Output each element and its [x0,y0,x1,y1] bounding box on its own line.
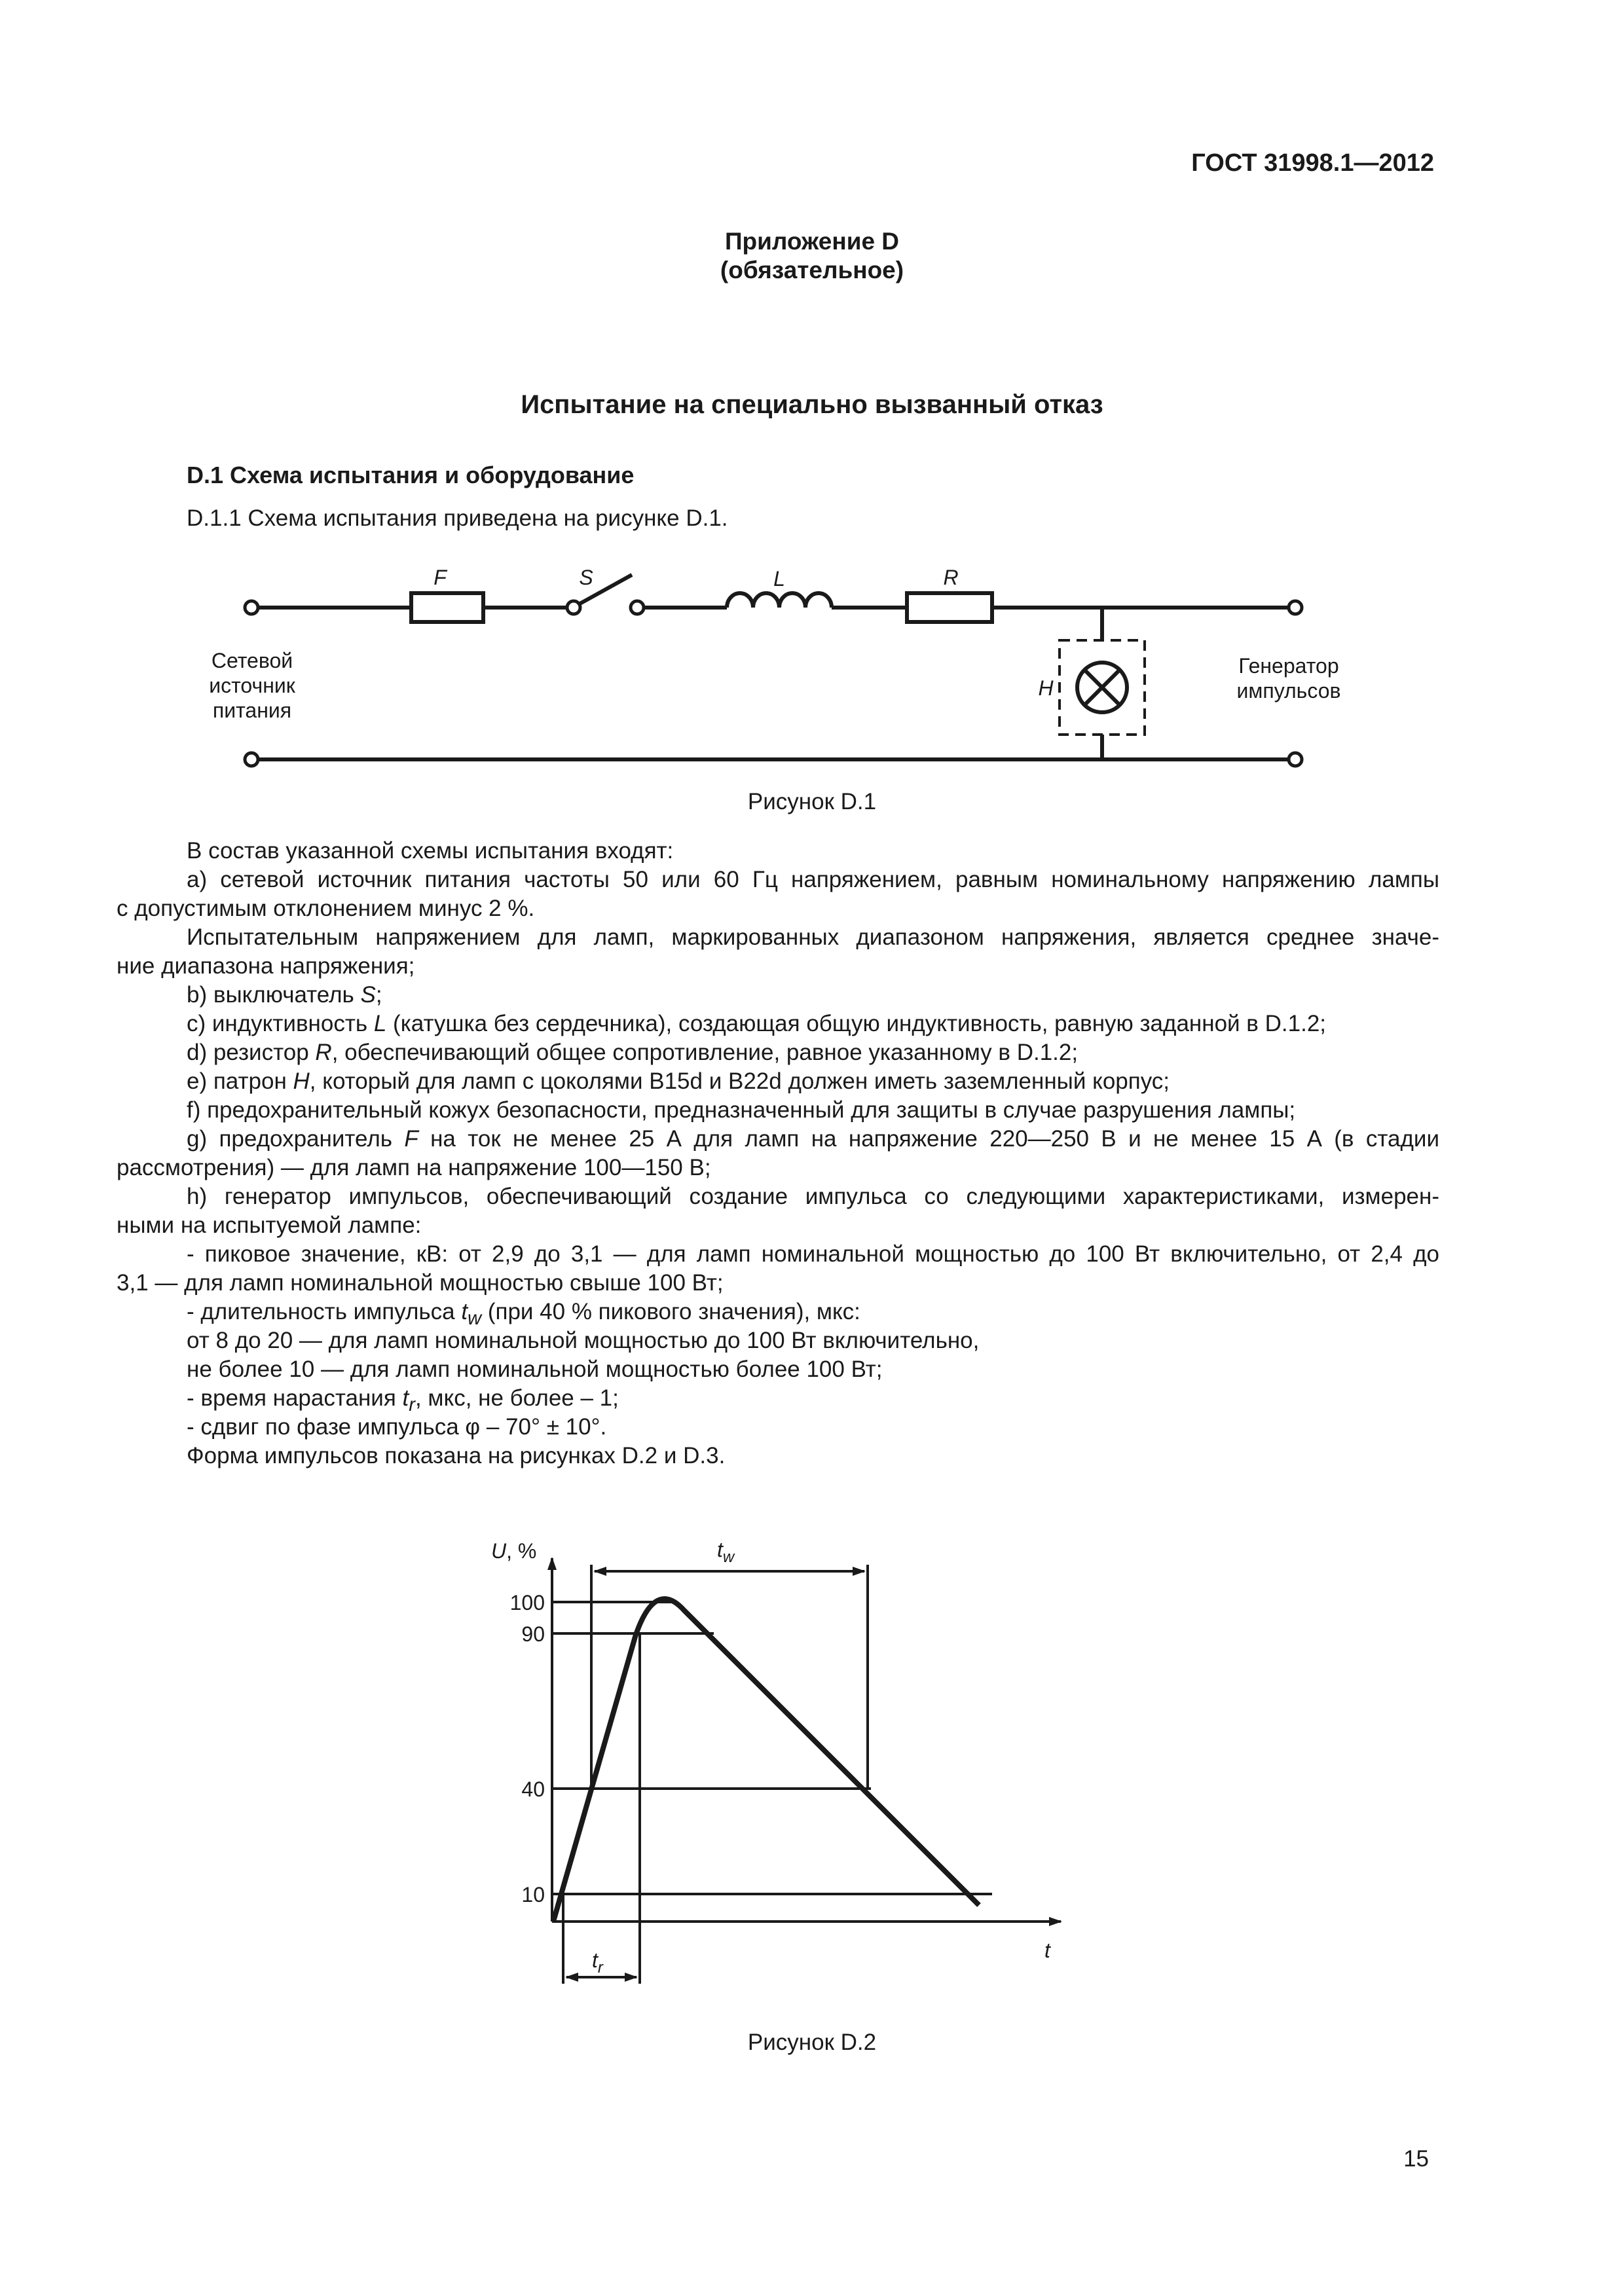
body-line: f) предохранительный кожух безопасности, предназначенный для защиты в случае разрушения лампы; [187,1097,1296,1123]
label-f: F [434,566,447,589]
body-line: от 8 до 20 — для ламп номинальной мощностью до 100 Вт включительно, [187,1328,980,1353]
body-line: a) сетевой источник питания частоты 50 или 60 Гц напряжением, равным номинальному напряжению лампы [187,867,1439,892]
label-h: H [1038,676,1054,700]
y-tick-40: 40 [521,1777,545,1801]
body-line: g) предохранитель F на ток не менее 25 А для ламп на напряжение 220—250 В и не менее 15 А (в стадии [187,1126,1439,1152]
tr-label: $t_r$ [592,1948,603,1977]
pulse-curve [553,1599,979,1922]
body-line: ными на испытуемой лампе: [117,1212,422,1238]
right-label-line1: Генератор [1238,654,1339,678]
body-line: рассмотрения) — для ламп на напряжение 100—150 В; [117,1155,711,1180]
page-number: 15 [1403,2146,1429,2172]
y-tick-90: 90 [521,1622,545,1646]
figure-d1-caption: Рисунок D.1 [747,789,877,814]
document-code: ГОСТ 31998.1—2012 [1191,149,1434,177]
body-line: с допустимым отклонением минус 2 %. [117,896,535,921]
body-line: Испытательным напряжением для ламп, маркированных диапазоном напряжения, является среднее значе- [187,924,1439,950]
left-label-line2: источник [209,674,295,697]
y-axis-label: U, % [491,1539,537,1563]
body-line: ние диапазона напряжения; [117,953,415,979]
label-l: L [773,567,785,591]
tw-label: $t_w$ [717,1538,735,1566]
body-line: h) генератор импульсов, обеспечивающий создание импульса со следующими характеристиками, измерен- [187,1184,1439,1209]
paragraph-d11: D.1.1 Схема испытания приведена на рисунке D.1. [187,505,728,531]
body-line: 3,1 — для ламп номинальной мощностью свыше 100 Вт; [117,1270,724,1296]
left-label-line1: Сетевой [211,649,293,672]
body-line: - время нарастания $t_r$, мкс, не более – 1; [187,1385,619,1415]
appendix-title: Приложение D [724,228,900,255]
left-label-line3: питания [212,699,292,722]
section-title: Испытание на специально вызванный отказ [521,390,1103,419]
body-line: - длительность импульса $t_w$ (при 40 % пикового значения), мкс: [187,1299,860,1329]
y-tick-100: 100 [509,1591,545,1614]
body-line: не более 10 — для ламп номинальной мощностью более 100 Вт; [187,1357,883,1382]
subsection-title: D.1 Схема испытания и оборудование [187,462,635,488]
body-line: В состав указанной схемы испытания входят: [187,838,674,864]
body-line: - пиковое значение, кВ: от 2,9 до 3,1 — для ламп номинальной мощностью до 100 Вт включительно, от 2,4 до [187,1241,1439,1267]
body-line: e) патрон H, который для ламп с цоколями B15d и B22d должен иметь заземленный корпус; [187,1068,1170,1094]
body-line: c) индуктивность L (катушка без сердечника), создающая общую индуктивность, равную заданной в D.1.2; [187,1011,1327,1036]
label-r: R [943,566,959,589]
figure-d2-caption: Рисунок D.2 [747,2030,877,2055]
x-axis-label: t [1044,1939,1050,1962]
body-line: b) выключатель S; [187,982,382,1008]
y-tick-10: 10 [521,1883,545,1906]
body-line: Форма импульсов показана на рисунках D.2 и D.3. [187,1443,726,1468]
label-s: S [579,566,593,589]
appendix-status: (обязательное) [720,257,904,283]
right-label-line2: импульсов [1236,679,1341,702]
body-line: d) резистор R, обеспечивающий общее сопротивление, равное указанному в D.1.2; [187,1040,1079,1065]
body-line: - сдвиг по фазе импульса φ – 70° ± 10°. [187,1414,607,1440]
